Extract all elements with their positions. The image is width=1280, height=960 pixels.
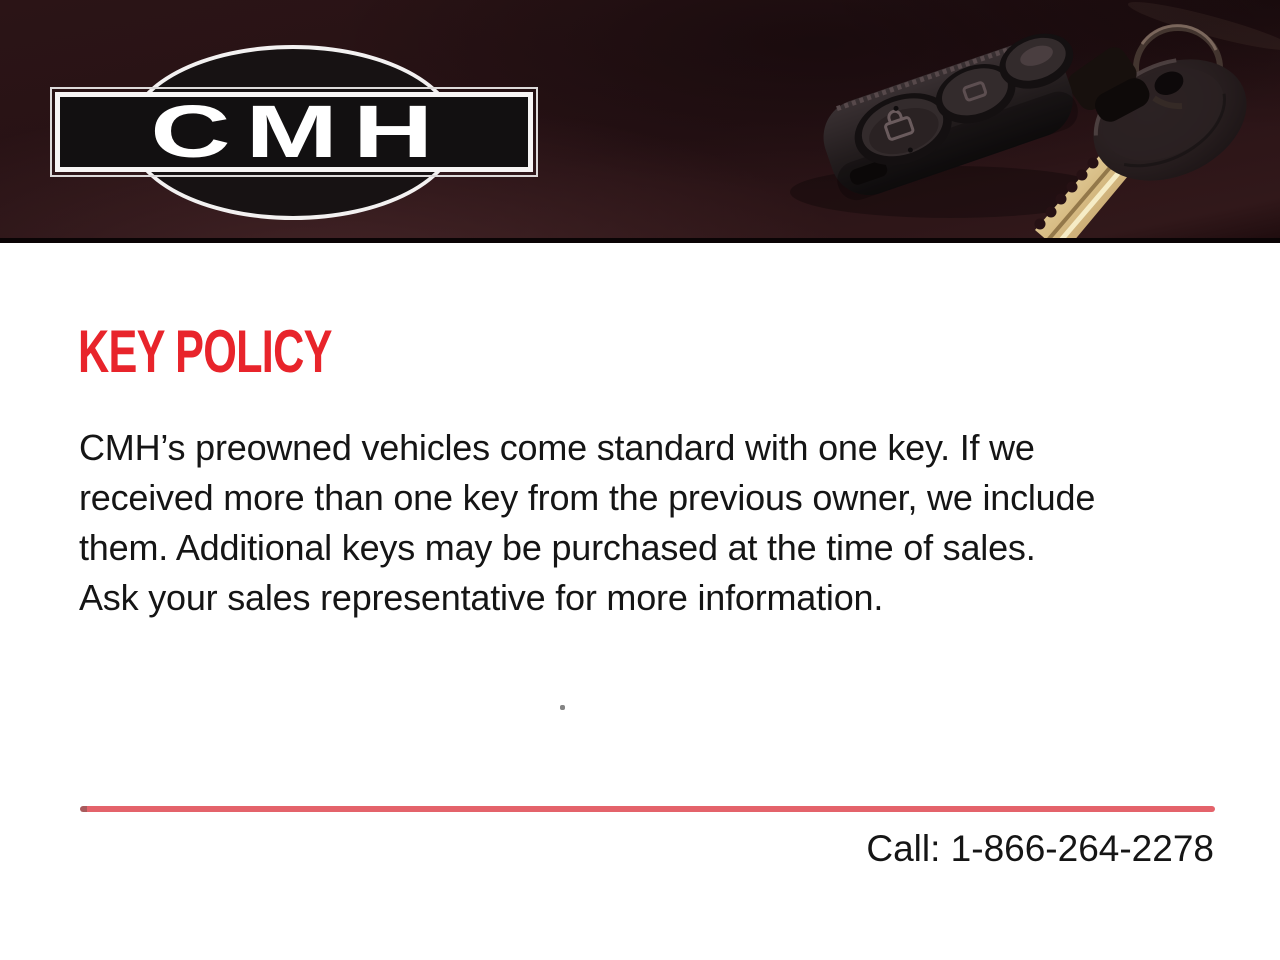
policy-paragraph [79,423,1229,623]
logo-bar [55,92,533,172]
policy-line: received more than one key from the previous owner, we include [79,477,1096,518]
policy-line: CMH’s preowned vehicles come standard with one key. If we [79,427,1035,468]
page-title: KEY POLICY [78,318,332,385]
cmh-logo [55,42,533,222]
car-key-and-fob-image [780,0,1280,238]
stray-dot [560,705,565,710]
policy-line: them. Additional keys may be purchased at the time of sales. [79,527,1036,568]
phone-number: Call: 1-866-264-2278 [866,828,1214,869]
header-banner [0,0,1280,243]
red-divider-line [80,806,1215,812]
policy-line: Ask your sales representative for more information. [79,577,884,618]
logo-text: CMH [150,90,448,173]
